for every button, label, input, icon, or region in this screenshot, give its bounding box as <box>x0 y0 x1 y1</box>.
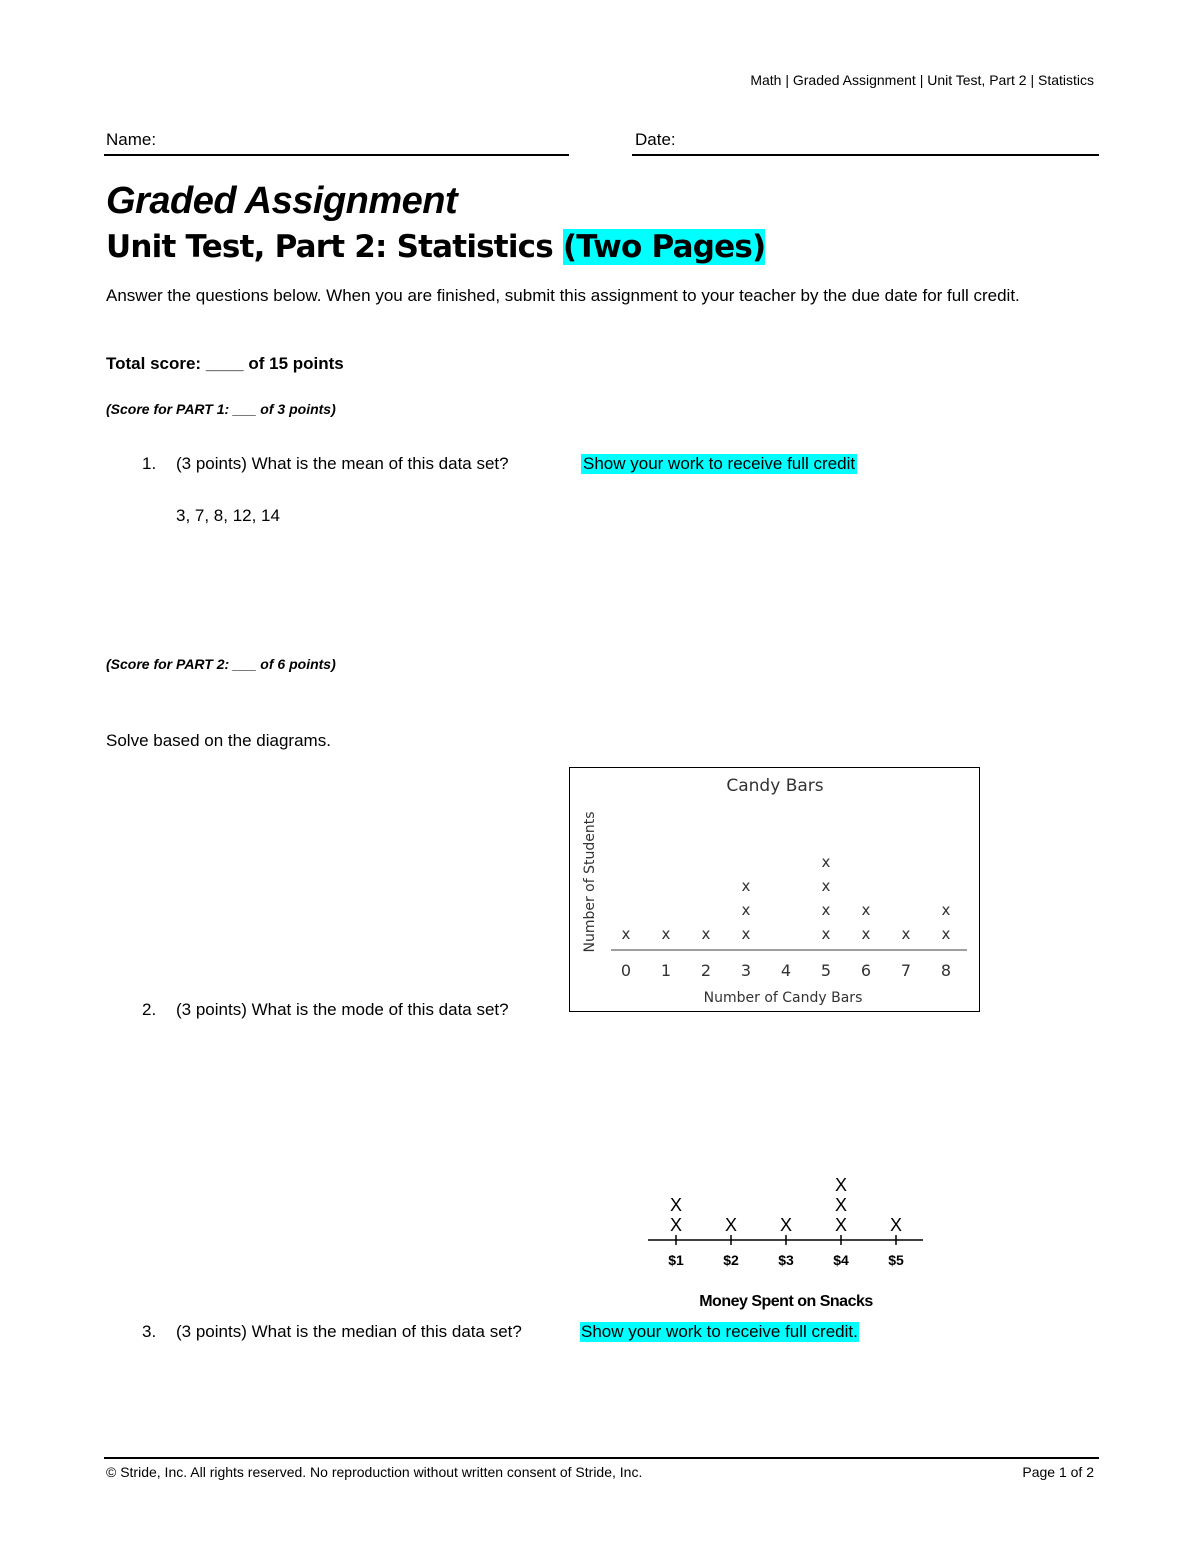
chart2-x-mark: X <box>834 1175 848 1195</box>
chart2-x-mark: X <box>834 1215 848 1235</box>
question-1-note: Show your work to receive full credit <box>583 454 856 473</box>
subtitle-highlight: (Two Pages) <box>562 229 766 265</box>
chart1-xlabel: Number of Candy Bars <box>703 990 863 1006</box>
chart1-tick-label: 0 <box>620 961 632 980</box>
question-3-number: 3. <box>142 1322 157 1341</box>
chart1-x-mark: x <box>741 925 751 943</box>
snacks-chart <box>640 1165 940 1315</box>
chart2-x-mark: X <box>779 1215 793 1235</box>
chart1-title: Candy Bars <box>726 776 824 796</box>
chart1-x-mark: x <box>621 925 631 943</box>
question-3-text: (3 points) What is the median of this data set? <box>176 1322 522 1341</box>
chart2-tick-label: $1 <box>668 1252 684 1268</box>
question-3 <box>142 1322 522 1342</box>
question-3-note: Show your work to receive full credit. <box>581 1322 858 1341</box>
instructions: Answer the questions below. When you are finished, submit this assignment to your teacher by the due date for full credit. <box>106 286 1020 305</box>
question-2-number: 2. <box>142 1000 157 1019</box>
chart1-x-mark: x <box>701 925 711 943</box>
chart1-x-mark: x <box>741 901 751 919</box>
chart1-tick-label: 6 <box>860 961 872 980</box>
page-title: Graded Assignment <box>106 180 458 222</box>
chart1-tick-label: 5 <box>820 961 832 980</box>
chart2-x-mark: X <box>669 1215 683 1235</box>
total-score: Total score: ____ of 15 points <box>106 354 344 373</box>
part2-score: (Score for PART 2: ___ of 6 points) <box>106 656 336 672</box>
chart1-tick-label: 1 <box>660 961 672 980</box>
chart2-title: Money Spent on Snacks <box>699 1293 873 1310</box>
chart1-x-mark: x <box>941 925 951 943</box>
chart1-tick-label: 3 <box>740 961 752 980</box>
chart1-x-mark: x <box>741 877 751 895</box>
footer-rule <box>104 1457 1099 1459</box>
chart1-x-mark: x <box>821 925 831 943</box>
chart1-tick-label: 4 <box>780 961 792 980</box>
part1-score: (Score for PART 1: ___ of 3 points) <box>106 401 336 417</box>
question-2 <box>142 1000 509 1020</box>
date-label: Date: <box>635 130 676 149</box>
name-label: Name: <box>106 130 157 149</box>
chart1-tick-label: 7 <box>900 961 912 980</box>
chart1-ylabel: Number of Students <box>582 811 598 953</box>
chart2-tick-label: $2 <box>723 1252 739 1268</box>
chart2-x-mark: X <box>889 1215 903 1235</box>
footer-page-number: Page 1 of 2 <box>1022 1464 1094 1480</box>
candy-bars-chart <box>569 767 980 1012</box>
page-subtitle <box>106 229 765 265</box>
subtitle-main: Unit Test, Part 2: Statistics <box>106 229 563 265</box>
running-header: Math | Graded Assignment | Unit Test, Part 2 | Statistics <box>750 72 1094 88</box>
chart1-tick-label: 2 <box>700 961 712 980</box>
footer-copyright: © Stride, Inc. All rights reserved. No reproduction without written consent of Stride, Inc. <box>106 1464 643 1480</box>
question-1-number: 1. <box>142 454 157 473</box>
question-1-text: (3 points) What is the mean of this data set? <box>176 454 509 473</box>
chart1-x-mark: x <box>861 901 871 919</box>
chart1-x-mark: x <box>861 925 871 943</box>
chart2-tick-label: $3 <box>778 1252 794 1268</box>
part2-instruction: Solve based on the diagrams. <box>106 731 331 750</box>
question-2-text: (3 points) What is the mode of this data set? <box>176 1000 509 1019</box>
chart2-x-mark: X <box>834 1195 848 1215</box>
chart2-tick-label: $5 <box>888 1252 904 1268</box>
chart1-x-mark: x <box>821 853 831 871</box>
chart1-x-mark: x <box>901 925 911 943</box>
chart1-x-mark: x <box>941 901 951 919</box>
chart1-x-mark: x <box>821 877 831 895</box>
chart2-x-mark: X <box>669 1195 683 1215</box>
chart1-x-mark: x <box>821 901 831 919</box>
question-1-data: 3, 7, 8, 12, 14 <box>176 506 280 525</box>
name-field-line[interactable] <box>104 154 569 156</box>
chart1-tick-label: 8 <box>940 961 952 980</box>
chart2-tick-label: $4 <box>833 1252 849 1268</box>
chart1-x-mark: x <box>661 925 671 943</box>
date-field-line[interactable] <box>632 154 1099 156</box>
chart2-x-mark: X <box>724 1215 738 1235</box>
question-1 <box>142 454 509 474</box>
